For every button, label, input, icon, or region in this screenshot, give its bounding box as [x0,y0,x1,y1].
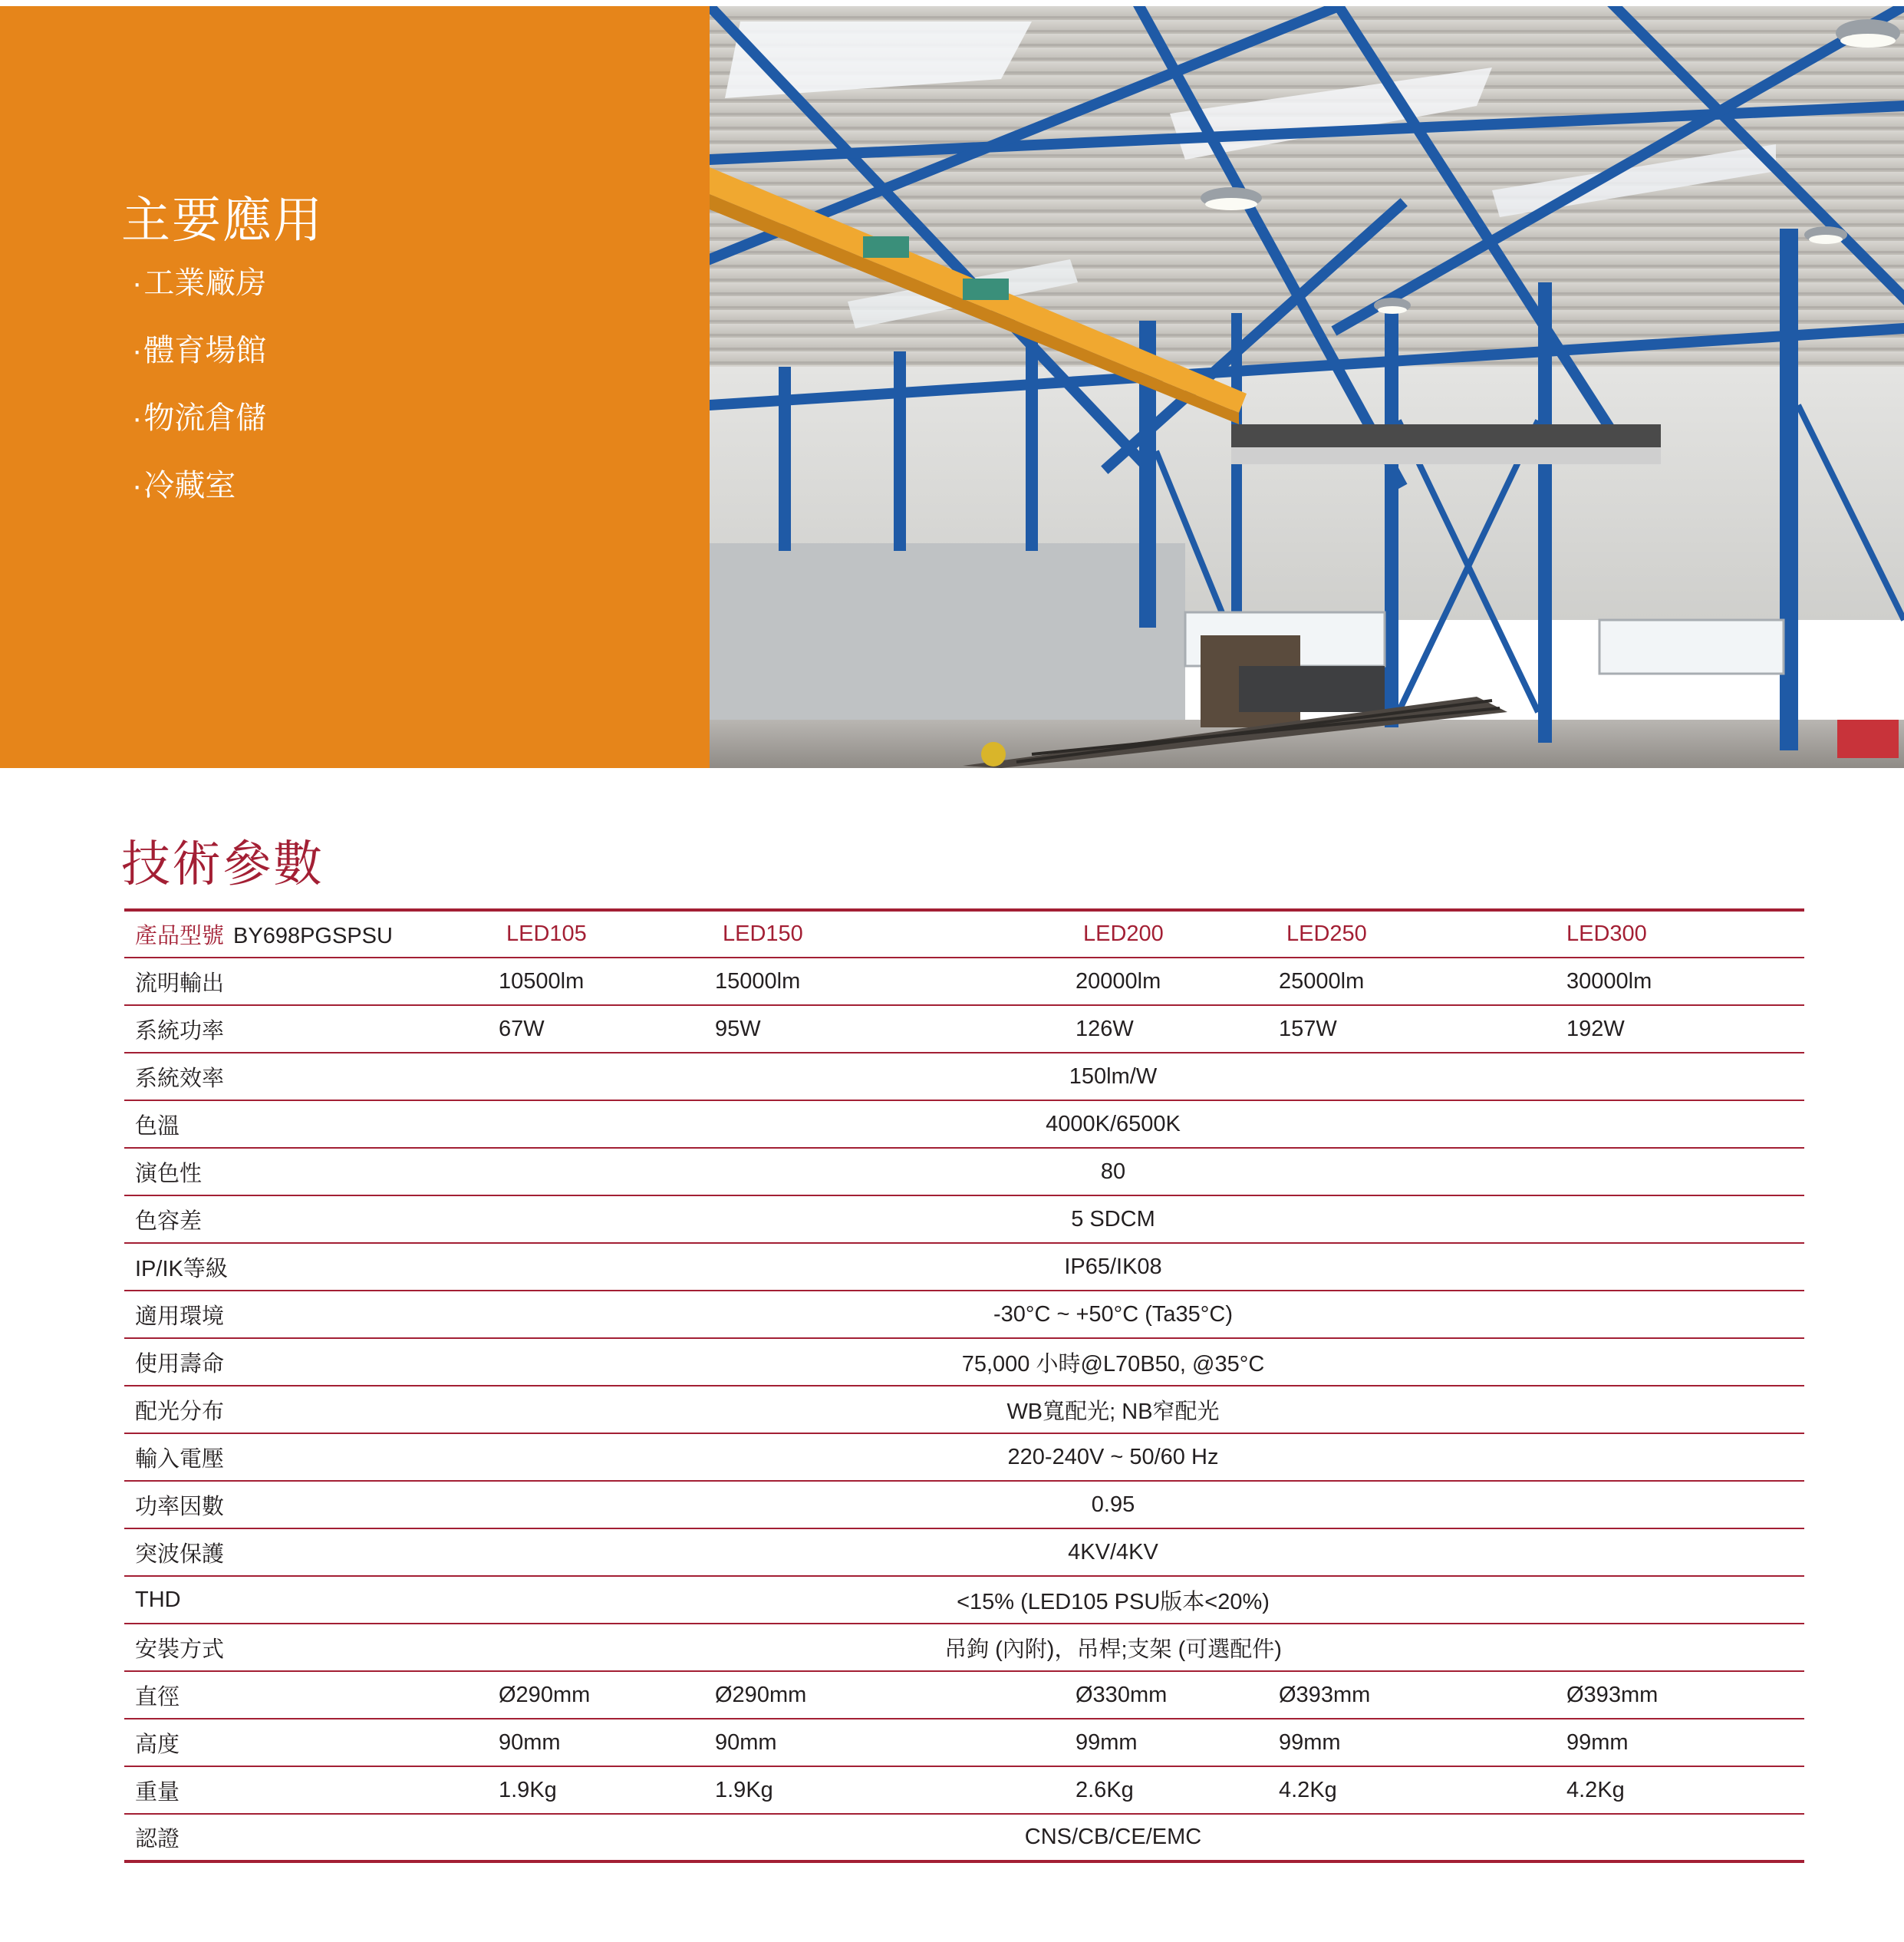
row-value: Ø393mm [1566,1671,1804,1719]
row-value: 90mm [641,1719,1006,1766]
row-value: 10500lm [430,958,641,1005]
row-value-merged: WB寬配光; NB窄配光 [430,1386,1804,1433]
row-value: 1.9Kg [641,1766,1006,1814]
row-value: 99mm [1566,1719,1804,1766]
row-value: 4.2Kg [1566,1766,1804,1814]
application-item: · 冷藏室 [132,458,266,526]
table-row [124,1195,1804,1243]
row-value: 126W [1006,1005,1210,1053]
table-row [124,1243,1804,1291]
row-value: 2.6Kg [1006,1766,1210,1814]
table-row [124,1386,1804,1433]
application-item: · 體育場館 [132,323,266,391]
row-label: 重量 [124,1766,430,1814]
row-label: 演色性 [124,1148,430,1195]
row-value: 30000lm [1566,958,1804,1005]
table-row [124,1719,1804,1766]
table-header-row [124,910,1804,958]
row-value-merged: -30°C ~ +50°C (Ta35°C) [430,1291,1804,1338]
table-row [124,958,1804,1005]
row-label: 輸入電壓 [124,1433,430,1481]
model-header: LED300 [1566,910,1804,958]
specs-title: 技術參數 [121,836,324,892]
header-label: 產品型號 [135,924,225,948]
row-label: 配光分布 [124,1386,430,1433]
table-row [124,1576,1804,1624]
row-value: 99mm [1210,1719,1566,1766]
table-row [124,1100,1804,1148]
row-value: Ø290mm [641,1671,1006,1719]
row-value: 25000lm [1210,958,1566,1005]
row-value-merged: 4000K/6500K [430,1100,1804,1148]
row-label: 適用環境 [124,1291,430,1338]
table-row [124,1005,1804,1053]
table-row [124,1671,1804,1719]
row-value-merged: 0.95 [430,1481,1804,1528]
model-header: LED150 [641,910,1006,958]
row-value-merged: CNS/CB/CE/EMC [430,1814,1804,1861]
row-value: 67W [430,1005,641,1053]
row-label: 系統功率 [124,1005,430,1053]
row-value: 4.2Kg [1210,1766,1566,1814]
row-value-merged: 吊鉤 (內附)，吊桿;支架 (可選配件) [430,1624,1804,1671]
row-value: 99mm [1006,1719,1210,1766]
table-row [124,1528,1804,1576]
row-label: IP/IK等級 [124,1243,430,1291]
row-value: 95W [641,1005,1006,1053]
table-row [124,1291,1804,1338]
row-value: 15000lm [641,958,1006,1005]
row-label: 安裝方式 [124,1624,430,1671]
row-value: 157W [1210,1005,1566,1053]
row-value: 20000lm [1006,958,1210,1005]
row-label: 突波保護 [124,1528,430,1576]
row-label: 色溫 [124,1100,430,1148]
row-label: 功率因數 [124,1481,430,1528]
row-label: 高度 [124,1719,430,1766]
table-row [124,1338,1804,1386]
table-row [124,1433,1804,1481]
model-header: LED105 [430,910,641,958]
model-code: BY698PGSPSU [233,924,393,948]
row-label: 使用壽命 [124,1338,430,1386]
row-value: 90mm [430,1719,641,1766]
row-value: Ø290mm [430,1671,641,1719]
header-label-cell [124,910,430,958]
row-label: 流明輸出 [124,958,430,1005]
table-row [124,1053,1804,1100]
specs-table [124,908,1804,1863]
model-header: LED250 [1210,910,1566,958]
row-label: 認證 [124,1814,430,1861]
applications-panel [0,6,710,768]
application-item: · 物流倉儲 [132,391,266,458]
row-value: Ø330mm [1006,1671,1210,1719]
row-label: 色容差 [124,1195,430,1243]
factory-photo [710,6,1904,768]
table-row [124,1814,1804,1861]
row-value: 1.9Kg [430,1766,641,1814]
row-value: Ø393mm [1210,1671,1566,1719]
row-value-merged: 150lm/W [430,1053,1804,1100]
applications-list [132,256,266,526]
row-value-merged: 220-240V ~ 50/60 Hz [430,1433,1804,1481]
row-label: THD [124,1576,430,1624]
row-label: 系統效率 [124,1053,430,1100]
table-row [124,1481,1804,1528]
row-label: 直徑 [124,1671,430,1719]
row-value-merged: 75,000 小時@L70B50, @35°C [430,1338,1804,1386]
applications-title: 主要應用 [121,193,324,248]
row-value: 192W [1566,1005,1804,1053]
row-value-merged: <15% (LED105 PSU版本<20%) [430,1576,1804,1624]
model-header: LED200 [1006,910,1210,958]
table-row [124,1148,1804,1195]
row-value-merged: IP65/IK08 [430,1243,1804,1291]
table-row [124,1766,1804,1814]
table-row [124,1624,1804,1671]
row-value-merged: 80 [430,1148,1804,1195]
row-value-merged: 5 SDCM [430,1195,1804,1243]
application-item: · 工業廠房 [132,256,266,323]
row-value-merged: 4KV/4KV [430,1528,1804,1576]
